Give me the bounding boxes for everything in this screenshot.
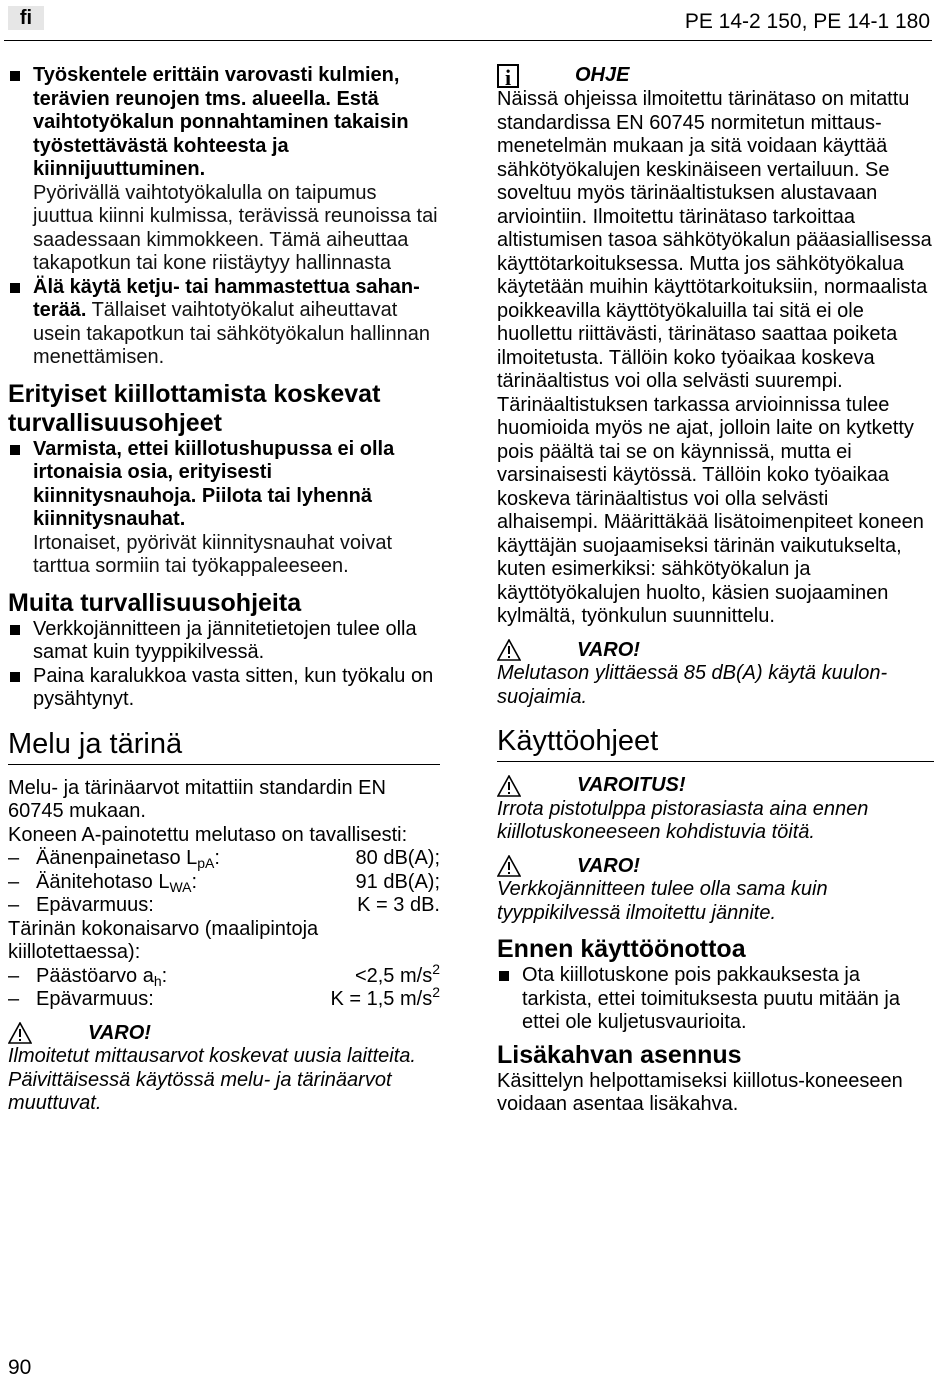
warning-unplug-title: VAROITUS!	[577, 774, 686, 796]
sound-power-colon: :	[191, 870, 198, 893]
heading-polishing-safety: Erityiset kiillottamista koskevat turvallisuusohjeet	[8, 379, 381, 437]
heading-other-safety: Muita turvallisuusohjeita	[8, 588, 302, 617]
handle-text: Käsittelyn helpottamiseksi kiillotus-koneeseen voidaan asentaa lisäkahva.	[497, 1069, 903, 1115]
vibration-uncertainty-value: K = 1,5 m/s	[330, 988, 433, 1010]
info-note	[497, 64, 934, 88]
bullet-voltage: Verkkojännitteen ja jännitetietojen tulee olla samat kuin tyyppikilvessä.	[8, 618, 440, 665]
bullet-saw-bold: Älä käytä ketju- tai hammastettua sahan-terää.	[33, 275, 420, 321]
right-column	[497, 64, 934, 1117]
bullet-corners-bold: Työskentele erittäin varovasti kulmien, terävien reunojen tms. alueella. Estä vaihtotyökalun ponnahtaminen takaisin työstettävästä kohteesta ja kiinnijuuttuminen.	[33, 64, 409, 180]
noise-level-intro: Koneen A-painotettu melutaso on tavallisesti:	[8, 823, 408, 846]
warning-triangle-icon	[497, 775, 521, 797]
warning-triangle-icon	[497, 855, 521, 877]
heading-noise-vibration: Melu ja tärinä	[8, 728, 440, 765]
sound-power-label: Äänitehotaso L	[36, 870, 170, 893]
noise-intro: Melu- ja tärinäarvot mitattiin standardin EN 60745 mukaan.	[8, 776, 386, 822]
model-header: PE 14-2 150, PE 14-1 180	[684, 10, 930, 33]
emission-colon: :	[161, 964, 168, 987]
heading-additional-handle: Lisäkahvan asennus	[497, 1040, 742, 1069]
sound-pressure-value: 80 dB(A);	[355, 847, 440, 869]
bullet-spindle-lock: Paina karalukkoa vasta sitten, kun työkalu on pysähtynyt.	[8, 665, 440, 712]
page-number: 90	[8, 1356, 32, 1379]
warning-triangle-icon	[497, 639, 521, 661]
sound-power-sub: WA	[169, 878, 192, 895]
emission-value: <2,5 m/s	[354, 964, 433, 987]
bullet-loose-parts	[8, 438, 440, 579]
caution-hearing-title: VARO!	[577, 638, 640, 661]
caution-measured-values	[8, 1022, 440, 1046]
bullet-saw-blade	[8, 276, 440, 370]
info-title: OHJE	[575, 64, 630, 87]
vibration-uncertainty-sup: 2	[432, 984, 440, 1000]
sound-pressure-label: Äänenpainetaso L	[36, 847, 198, 869]
info-text: Näissä ohjeissa ilmoitettu tärinätaso on mitattu standardissa EN 60745 normitetun mittaus-menetelmän mukaan ja sitä voidaan käyttää sähkötyökalujen keskinäiseen vertailuun. Se soveltuu myös tärinäaltistuksen alustavaan arviointiin. Ilmoitettu tärinätaso tarkoittaa altistumisen tasoa sähkötyökalun pääasiallisessa käyttötarkoituksessa. Mutta jos sähkötyökalua käytetään muihin käyttötarkoituksiin, normaalista poikkeavilla käyttötyökaluilla tai sitä ei ole huollettu riittävästi, tärinätaso saattaa poiketa ilmoitetusta. Tällöin koko työaikaa koskeva tärinäaltistus voi olla selvästi suurempi. Tärinäaltistuksen tarkassa arvioinnissa tulee huomioida myös ne ajat, jolloin laite on kytketty pois päältä tai se on käynnissä, mutta ei varsinaisesti käytössä. Tällöin koko työaikaa koskeva tärinäaltistus voi olla selvästi alhaisempi. Määrittäkää lisätoimenpiteet koneen käyttäjän suojaamiseksi tärinän vaikutukselta, kuten esimerkiksi: sähkötyökalun ja käyttötyökalujen huolto, käsien suojaaminen kylmältä, työnkulun suunnittelu.	[497, 88, 932, 627]
emission-label: Päästöarvo a	[36, 964, 154, 987]
bullet-loose-text: Irtonaiset, pyörivät kiinnitysnauhat voivat tarttua sormiin tai työkappaleeseen.	[33, 531, 393, 577]
sound-power-value: 91 dB(A);	[355, 870, 440, 893]
sound-pressure-colon: :	[214, 847, 220, 869]
noise-uncertainty-value: K = 3 dB.	[357, 894, 440, 916]
caution-voltage	[497, 855, 934, 879]
caution-hearing-text: Melutason ylittäessä 85 dB(A) käytä kuulon-suojaimia.	[497, 662, 888, 708]
sound-pressure-row	[8, 847, 440, 871]
left-column	[8, 64, 440, 1116]
vibration-intro: Tärinän kokonaisarvo (maalipintoja kiillotettaessa):	[8, 917, 319, 963]
emission-sup: 2	[432, 960, 440, 977]
heading-operating-instructions: Käyttöohjeet	[497, 725, 934, 762]
language-tag: fi	[8, 6, 44, 30]
noise-uncertainty-label: – Epävarmuus:	[36, 894, 154, 916]
warning-unplug	[497, 774, 934, 798]
bullet-saw-text: Tällaiset vaihtotyökalut aiheuttavat usein takapotkun tai sähkötyökalun hallinnan menettämisen.	[33, 299, 430, 368]
caution-voltage-text: Verkkojännitteen tulee olla sama kuin tyyppikilvessä ilmoitettu jännite.	[497, 878, 828, 924]
vibration-uncertainty-row	[8, 984, 440, 1012]
bullet-corners-text: Pyörivällä vaihtotyökalulla on taipumus juuttua kiinni kulmissa, terävissä reunoissa tai saadessaan kimmokkeen. Tämä aiheuttaa takapotkun tai kone riistäytyy hallinnasta	[33, 181, 438, 274]
bullet-loose-bold: Varmista, ettei kiillotushupussa ei olla irtonaisia osia, erityisesti kiinnitysnauhoja. Piilota tai lyhennä kiinnitysnauhat.	[33, 437, 395, 530]
caution-title: VARO!	[88, 1021, 151, 1044]
noise-uncertainty-row	[8, 894, 440, 918]
bullet-corners	[8, 64, 440, 276]
info-icon: i	[497, 64, 519, 88]
caution-voltage-title: VARO!	[577, 854, 640, 877]
warning-unplug-text: Irrota pistotulppa pistorasiasta aina ennen kiillotuskoneeseen kohdistuvia töitä.	[497, 797, 869, 843]
sound-power-row	[8, 871, 440, 895]
caution-text: Ilmoitetut mittausarvot koskevat uusia laitteita. Päivittäisessä käytössä melu- ja tärinäarvot muuttuvat.	[8, 1045, 416, 1114]
header-rule	[4, 40, 932, 41]
heading-before-use: Ennen käyttöönottoa	[497, 935, 746, 963]
bullet-unpack: Ota kiillotuskone pois pakkauksesta ja tarkista, ettei toimituksesta puutu mitään ja ettei ole kuljetusvaurioita.	[497, 964, 934, 1035]
caution-hearing	[497, 639, 934, 663]
emission-sub: h	[153, 972, 162, 989]
warning-triangle-icon	[8, 1022, 32, 1044]
emission-row	[8, 960, 440, 989]
sound-pressure-sub: pA	[197, 855, 215, 871]
vibration-uncertainty-label: – Epävarmuus:	[36, 988, 154, 1010]
